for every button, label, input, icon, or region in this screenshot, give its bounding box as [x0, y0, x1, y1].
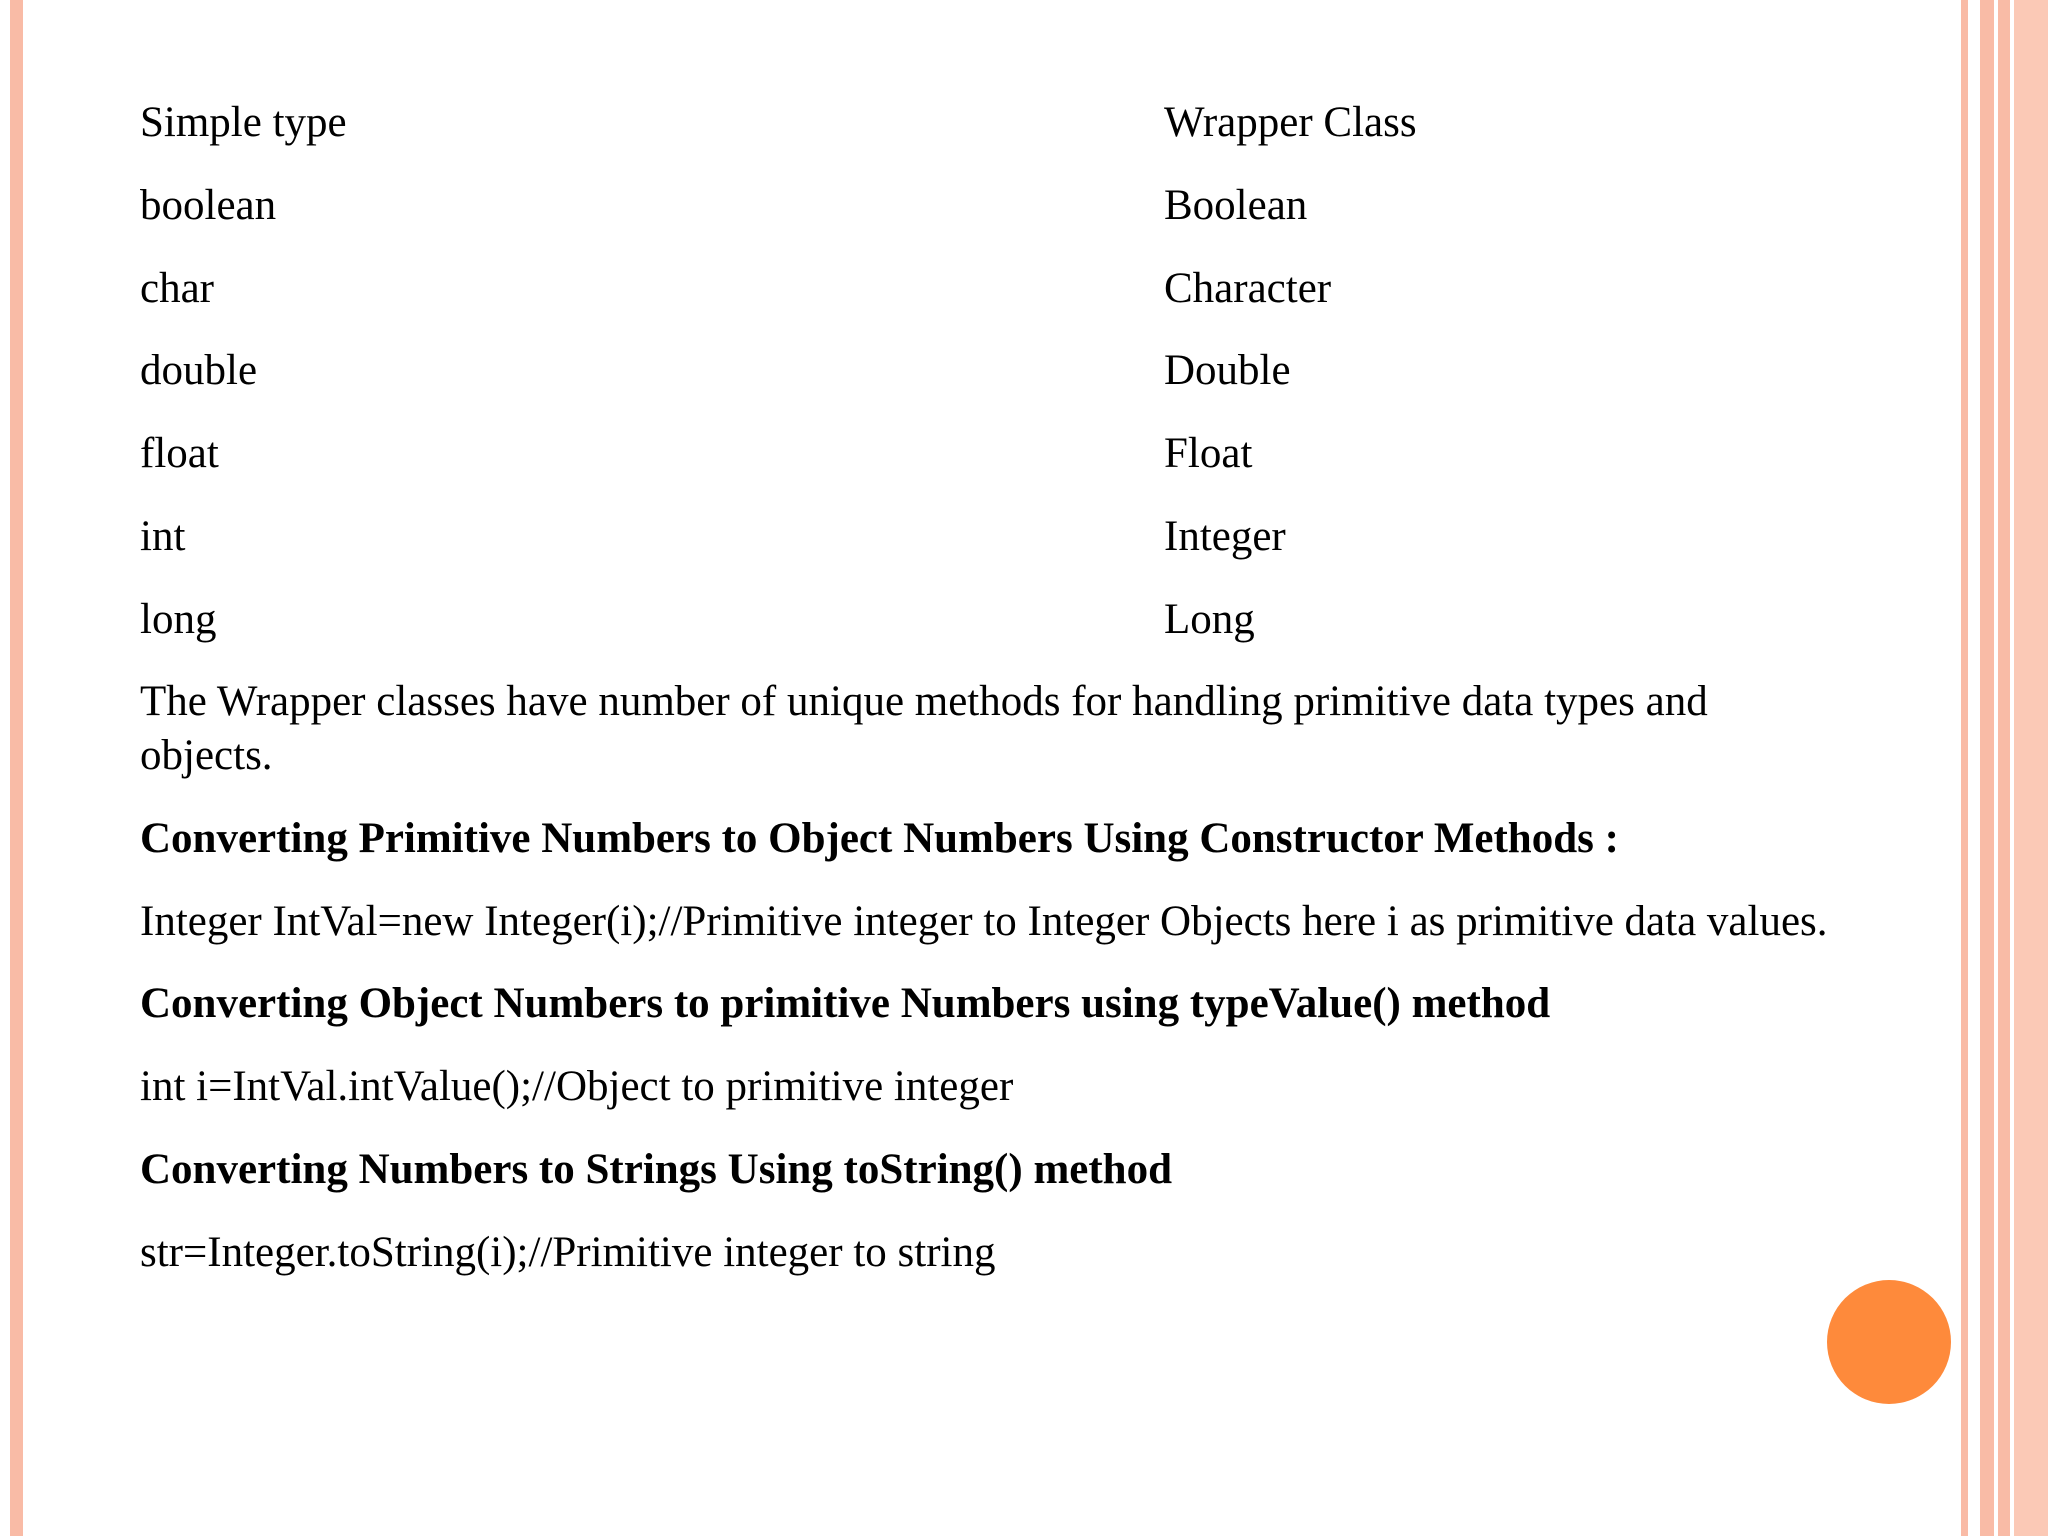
wrapper-class-table	[140, 96, 1930, 646]
code-typevalue-example: int i=IntVal.intValue();//Object to primitive integer	[140, 1063, 1014, 1110]
table-header-simple-type: Simple type	[140, 99, 347, 146]
wrapper-class-cell: Boolean	[1164, 181, 1308, 229]
heading-tostring-method: Converting Numbers to Strings Using toString() method	[140, 1145, 1172, 1193]
table-header-wrapper-class: Wrapper Class	[1164, 99, 1417, 146]
simple-type-cell: float	[140, 430, 219, 477]
simple-type-cell: int	[140, 512, 186, 560]
heading-constructor-methods: Converting Primitive Numbers to Object Numbers Using Constructor Methods :	[140, 814, 1619, 862]
simple-type-cell: boolean	[140, 181, 277, 229]
simple-type-cell: double	[140, 347, 258, 395]
code-constructor-example: Integer IntVal=new Integer(i);//Primitive integer to Integer Objects here i as primitive data values.	[140, 897, 1828, 945]
left-border-stripe	[10, 0, 23, 1536]
wrapper-class-cell: Float	[1164, 430, 1253, 477]
wrapper-class-cell: Double	[1164, 347, 1291, 395]
heading-typevalue-method: Converting Object Numbers to primitive Numbers using typeValue() method	[140, 980, 1551, 1028]
simple-type-cell: char	[140, 264, 214, 312]
orange-circle-decoration	[1827, 1280, 1951, 1404]
right-border-stripe	[1961, 0, 1968, 1536]
wrapper-class-cell: Long	[1164, 595, 1255, 643]
slide-content	[140, 96, 1930, 1279]
wrapper-class-cell: Integer	[1164, 512, 1286, 560]
simple-type-cell: long	[140, 595, 217, 643]
code-tostring-example: str=Integer.toString(i);//Primitive integer to string	[140, 1228, 996, 1276]
right-border-stripe	[1998, 0, 2010, 1536]
right-border-stripe	[1980, 0, 1994, 1536]
right-border-stripe	[2014, 0, 2048, 1536]
wrapper-class-cell: Character	[1164, 264, 1332, 312]
intro-paragraph: The Wrapper classes have number of unique methods for handling primitive data types and objects.	[140, 678, 1708, 779]
